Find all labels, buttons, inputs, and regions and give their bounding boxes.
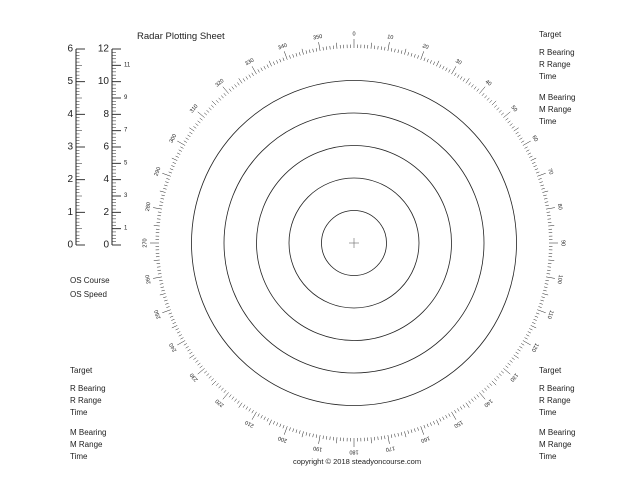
right-range-scale-label: 0	[103, 239, 109, 251]
left-range-scale-label: 6	[67, 43, 73, 55]
r-time-label: Time	[539, 72, 557, 81]
bearing-label: 70	[546, 167, 554, 176]
right-range-scale-label: 1	[124, 225, 128, 232]
bearing-label: 210	[244, 418, 256, 429]
bearing-label: 0	[352, 31, 356, 38]
left-range-scale	[67, 44, 85, 251]
right-range-scale-label: 4	[103, 174, 109, 186]
bearing-label: 230	[189, 371, 200, 383]
bearing-label: 310	[189, 103, 200, 115]
bearing-label: 20	[421, 43, 430, 51]
r-time-label: Time	[539, 408, 557, 417]
right-range-scale-label: 2	[103, 206, 109, 218]
r-time-label: Time	[70, 408, 88, 417]
bearing-label: 280	[144, 201, 153, 212]
r-bearing-label: R Bearing	[70, 384, 106, 393]
m-time-label: Time	[539, 452, 557, 461]
target-label: Target	[539, 366, 562, 375]
bearing-label: 40	[483, 79, 493, 88]
m-time-label: Time	[539, 117, 557, 126]
left-range-scale-label: 4	[67, 108, 73, 120]
m-time-label: Time	[70, 452, 88, 461]
m-range-label: M Range	[70, 440, 103, 449]
bearing-label: 350	[312, 33, 323, 42]
bearing-label: 190	[312, 444, 323, 453]
bearing-label: 120	[529, 341, 540, 353]
target-label: Target	[70, 366, 93, 375]
bearing-label: 170	[385, 444, 396, 453]
target-label: Target	[539, 30, 562, 39]
right-range-scale-label: 3	[124, 193, 128, 199]
sheet-title: Radar Plotting Sheet	[137, 31, 225, 42]
left-range-scale-label: 2	[67, 174, 73, 186]
m-bearing-label: M Bearing	[539, 428, 576, 437]
bearing-label: 200	[277, 434, 289, 444]
r-range-label: R Range	[70, 396, 102, 405]
bearing-label: 140	[482, 397, 494, 408]
right-range-scale-label: 5	[124, 160, 128, 167]
right-range-scale-label: 6	[103, 141, 109, 153]
right-range-scale-label: 9	[124, 95, 128, 101]
right-range-scale-label: 12	[97, 43, 109, 55]
bearing-label: 50	[509, 104, 518, 114]
bearing-label: 330	[244, 57, 256, 68]
m-bearing-label: M Bearing	[539, 93, 576, 102]
bearing-label: 220	[214, 397, 226, 408]
bearing-label: 260	[144, 274, 153, 285]
bearing-label: 80	[555, 203, 563, 211]
bearing-label: 160	[419, 434, 431, 444]
bearing-label: 290	[153, 166, 163, 178]
left-range-scale-label: 1	[67, 206, 73, 218]
bearing-label: 100	[555, 274, 564, 285]
bearing-label: 30	[454, 58, 463, 67]
m-range-label: M Range	[539, 440, 572, 449]
bearing-label: 110	[545, 309, 555, 320]
os-speed-label: OS Speed	[70, 290, 107, 299]
bearing-label: 270	[142, 238, 149, 248]
bearing-label: 180	[349, 448, 359, 455]
copyright-notice: copyright © 2018 steadyoncourse.com	[293, 457, 422, 466]
os-course-label: OS Course	[70, 276, 110, 285]
bearing-label: 320	[214, 78, 226, 89]
m-bearing-label: M Bearing	[70, 428, 107, 437]
bearing-label: 240	[168, 341, 179, 353]
m-range-label: M Range	[539, 105, 572, 114]
left-range-scale-label: 0	[67, 239, 73, 251]
bearing-label: 10	[386, 34, 394, 42]
bearing-label: 90	[559, 239, 566, 247]
right-range-scale-label: 11	[124, 62, 131, 69]
bearing-label: 130	[508, 371, 519, 383]
bearing-label: 250	[153, 308, 163, 320]
right-range-scale-label: 8	[103, 108, 109, 120]
r-bearing-label: R Bearing	[539, 48, 575, 57]
right-range-scale-label: 10	[97, 76, 109, 88]
left-range-scale-label: 5	[67, 76, 73, 88]
right-range-scale	[98, 44, 131, 251]
right-range-scale-label: 7	[124, 127, 128, 134]
bearing-label: 340	[277, 42, 289, 52]
r-range-label: R Range	[539, 60, 571, 69]
r-range-label: R Range	[539, 396, 571, 405]
bearing-label: 300	[168, 133, 179, 145]
r-bearing-label: R Bearing	[539, 384, 575, 393]
left-range-scale-label: 3	[67, 141, 73, 153]
bearing-label: 60	[530, 134, 539, 143]
bearing-label: 150	[452, 418, 464, 429]
